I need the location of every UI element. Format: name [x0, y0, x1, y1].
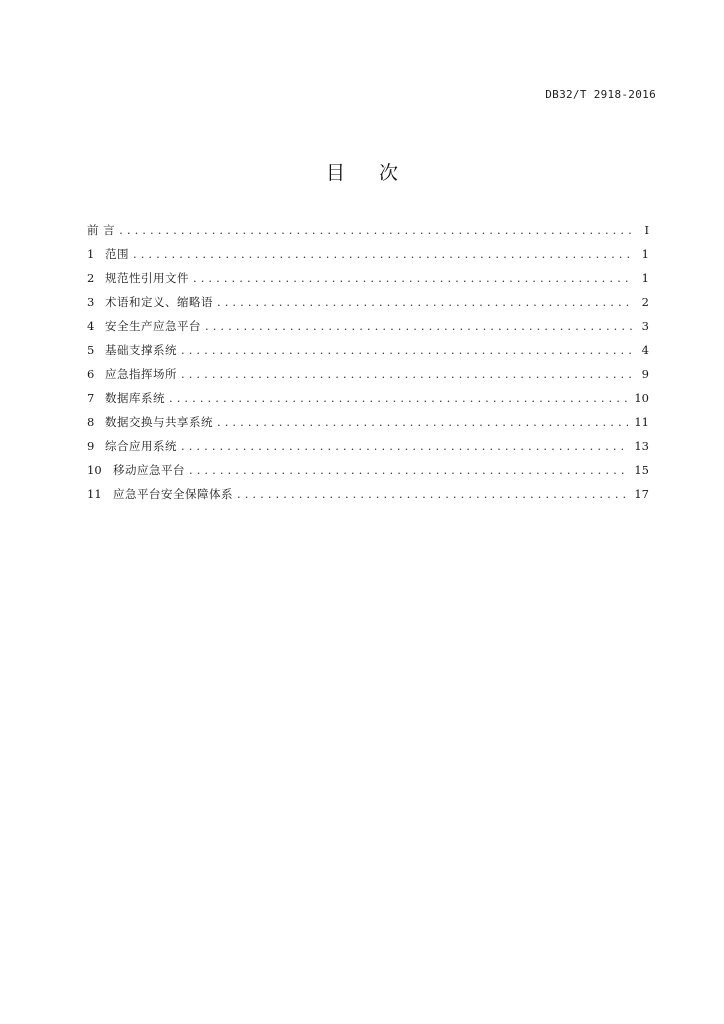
toc-entry-number: 11 — [87, 487, 102, 501]
toc-entry-label: 术语和定义、缩略语 — [105, 295, 213, 309]
toc-entry-5[interactable] — [87, 338, 649, 362]
toc-leader-dots — [181, 434, 628, 458]
toc-entry-foreword[interactable] — [87, 218, 649, 242]
toc-entry-number: 7 — [87, 391, 95, 405]
toc-leader-dots — [205, 314, 633, 338]
table-of-contents — [87, 218, 649, 506]
toc-entry-label: 数据库系统 — [105, 391, 165, 405]
toc-entry-page: I — [644, 223, 649, 237]
toc-entry-label: 应急指挥场所 — [105, 367, 177, 381]
toc-entry-page: 2 — [641, 295, 649, 309]
toc-leader-dots — [237, 482, 628, 506]
page-title: 目次 — [325, 162, 432, 184]
toc-entry-page: 4 — [641, 343, 649, 357]
toc-entry-page: 15 — [634, 463, 649, 477]
toc-leader-dots — [181, 362, 633, 386]
toc-entry-number: 1 — [87, 247, 95, 261]
toc-leader-dots — [169, 386, 628, 410]
toc-entry-number: 9 — [87, 439, 95, 453]
toc-entry-1[interactable] — [87, 242, 649, 266]
toc-entry-4[interactable] — [87, 314, 649, 338]
toc-entry-number: 2 — [87, 271, 95, 285]
toc-entry-label: 安全生产应急平台 — [105, 319, 201, 333]
toc-leader-dots — [181, 338, 633, 362]
toc-entry-11[interactable] — [87, 482, 649, 506]
toc-entry-number: 8 — [87, 415, 95, 429]
document-code: DB32/T 2918-2016 — [545, 88, 656, 101]
toc-leader-dots — [217, 290, 633, 314]
toc-entry-label: 数据交换与共享系统 — [105, 415, 213, 429]
toc-entry-label: 前 言 — [87, 223, 116, 237]
toc-entry-page: 3 — [641, 319, 649, 333]
toc-entry-page: 9 — [641, 367, 649, 381]
toc-entry-page: 10 — [634, 391, 649, 405]
toc-leader-dots — [217, 410, 628, 434]
toc-entry-7[interactable] — [87, 386, 649, 410]
toc-entry-page: 17 — [634, 487, 649, 501]
toc-entry-page: 13 — [634, 439, 649, 453]
toc-entry-number: 10 — [87, 463, 102, 477]
toc-entry-label: 应急平台安全保障体系 — [113, 487, 233, 501]
toc-entry-3[interactable] — [87, 290, 649, 314]
toc-entry-page: 1 — [641, 247, 649, 261]
toc-entry-page: 11 — [634, 415, 649, 429]
toc-entry-label: 规范性引用文件 — [105, 271, 189, 285]
toc-entry-10[interactable] — [87, 458, 649, 482]
toc-entry-number: 5 — [87, 343, 95, 357]
toc-entry-page: 1 — [641, 271, 649, 285]
toc-entry-label: 基础支撑系统 — [105, 343, 177, 357]
toc-leader-dots — [119, 218, 633, 242]
toc-leader-dots — [189, 458, 628, 482]
toc-leader-dots — [193, 266, 633, 290]
toc-entry-number: 4 — [87, 319, 95, 333]
toc-entry-label: 范围 — [105, 247, 129, 261]
toc-entry-label: 综合应用系统 — [105, 439, 177, 453]
toc-entry-number: 3 — [87, 295, 95, 309]
toc-entry-label: 移动应急平台 — [113, 463, 185, 477]
toc-entry-8[interactable] — [87, 410, 649, 434]
toc-entry-number: 6 — [87, 367, 95, 381]
toc-entry-9[interactable] — [87, 434, 649, 458]
toc-entry-2[interactable] — [87, 266, 649, 290]
toc-entry-6[interactable] — [87, 362, 649, 386]
toc-leader-dots — [133, 242, 633, 266]
